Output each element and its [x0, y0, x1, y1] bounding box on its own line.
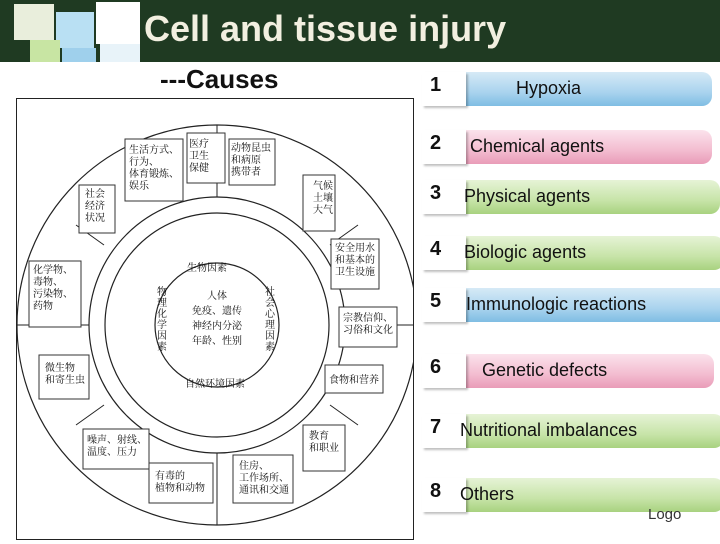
cause-bar [462, 72, 712, 106]
deco-tile-6 [100, 44, 140, 62]
cause-number-box [422, 180, 466, 214]
cause-label: Genetic defects [482, 360, 608, 380]
diagram-outer-label: 和病原 [231, 155, 261, 166]
diagram-outer-label: 娱乐 [129, 181, 149, 192]
diagram-outer-label: 宗教信仰、 [343, 313, 393, 324]
diagram-outer-label: 噪声、射线、 [87, 435, 147, 446]
center-label: 免疫、遗传 [192, 306, 242, 317]
diagram-outer-label: 毒物、 [33, 277, 63, 288]
diagram-outer-label: 教育 [309, 431, 329, 442]
diagram-outer-label: 动物昆虫 [231, 143, 271, 154]
inner-bottom-label: 自然环境因素 [185, 379, 245, 390]
inner-left-char: 物 [157, 287, 167, 298]
cause-item [422, 236, 720, 270]
diagram-outer-label: 保健 [189, 163, 209, 174]
cause-number-box [422, 354, 466, 388]
diagram-outer-label: 习俗和文化 [343, 325, 393, 336]
diagram-outer-label: 药物 [33, 301, 53, 312]
diagram-outer-label: 和寄生虫 [45, 375, 85, 386]
diagram-outer-label: 经济 [85, 201, 105, 212]
diagram-outer-label: 植物和动物 [155, 483, 205, 494]
cause-number: 7 [430, 416, 442, 438]
diagram-outer-label: 土壤 [313, 193, 333, 204]
inner-left-char: 理 [157, 298, 167, 309]
cause-label: Nutritional imbalances [460, 420, 638, 440]
inner-right-char: 因 [265, 331, 275, 342]
diagram-outer-label: 食物和营养 [329, 375, 379, 386]
diagram-outer-label: 化学物、 [33, 265, 73, 276]
inner-left-char: 素 [157, 342, 167, 353]
diagram-outer-label: 生活方式、 [129, 145, 179, 156]
cause-item [422, 130, 712, 164]
diagram-outer-label: 安全用水 [335, 243, 375, 254]
cause-number: 2 [430, 132, 442, 154]
diagram-outer-label: 微生物 [45, 363, 75, 374]
deco-tile-5 [62, 48, 96, 62]
diagram-outer-label: 温度、压力 [87, 447, 137, 458]
page-subtitle: ---Causes [160, 64, 279, 94]
diagram-outer-label: 和职业 [309, 443, 339, 454]
center-label: 神经内分泌 [192, 321, 242, 332]
inner-left-char: 化 [157, 309, 167, 320]
cause-number-box [422, 288, 466, 322]
cause-item [422, 72, 712, 106]
inner-right-char: 理 [265, 320, 275, 331]
cause-number: 4 [430, 238, 442, 260]
cause-item [422, 414, 720, 448]
diagram-outer-label: 携带者 [231, 167, 261, 178]
page-title: Cell and tissue injury [144, 8, 507, 49]
cause-item [422, 354, 714, 388]
cause-number-box [422, 72, 466, 106]
diagram-outer-label: 有毒的 [155, 471, 185, 482]
diagram-outer-label: 大气 [313, 205, 333, 216]
diagram-outer-label: 污染物、 [33, 289, 73, 300]
inner-right-char: 会 [265, 298, 275, 309]
diagram-outer-label: 医疗 [189, 139, 209, 150]
diagram-svg [17, 99, 413, 539]
inner-top-label: 生物因素 [187, 263, 227, 274]
center-label: 年龄、性别 [192, 336, 242, 347]
cause-label: Immunologic reactions [466, 294, 647, 314]
deco-tile-1 [14, 4, 54, 40]
diagram-outer-label: 体育锻炼、 [129, 169, 179, 180]
cause-label: Physical agents [464, 186, 591, 206]
cause-number: 6 [430, 356, 442, 378]
cause-item [422, 180, 720, 214]
diagram-outer-label: 状况 [85, 213, 105, 224]
cause-number: 1 [430, 74, 442, 96]
cause-number: 8 [430, 480, 442, 502]
diagram-outer-label: 工作场所、 [239, 473, 289, 484]
causes-diagram [16, 98, 414, 540]
diagram-outer-label: 社会 [85, 189, 105, 200]
cause-label: Hypoxia [516, 78, 582, 98]
cause-label: Chemical agents [470, 136, 605, 156]
diagram-outer-label: 和基本的 [335, 255, 375, 266]
title-bar [0, 0, 720, 62]
diagram-outer-label: 卫生 [189, 151, 209, 162]
cause-number-box [422, 130, 466, 164]
cause-number: 5 [430, 290, 442, 312]
diagram-outer-label: 卫生设施 [335, 267, 375, 278]
inner-left-char: 学 [157, 320, 167, 331]
diagram-outer-label: 行为、 [129, 157, 159, 168]
cause-label: Others [460, 484, 515, 504]
inner-right-char: 社 [265, 287, 275, 298]
logo: Logo [648, 506, 682, 523]
cause-item [422, 288, 720, 322]
center-label: 人体 [207, 291, 227, 302]
diagram-outer-label: 住房、 [239, 461, 269, 472]
deco-tile-3 [96, 2, 140, 44]
inner-right-char: 心 [265, 309, 275, 320]
inner-left-char: 因 [157, 331, 167, 342]
diagram-outer-label: 气候 [313, 181, 333, 192]
inner-right-char: 素 [265, 342, 275, 353]
deco-tile-2 [56, 12, 94, 48]
cause-number-box [422, 236, 466, 270]
cause-number: 3 [430, 182, 442, 204]
diagram-outer-label: 通讯和交通 [239, 485, 289, 496]
cause-label: Biologic agents [464, 242, 587, 262]
deco-tile-4 [30, 40, 60, 62]
